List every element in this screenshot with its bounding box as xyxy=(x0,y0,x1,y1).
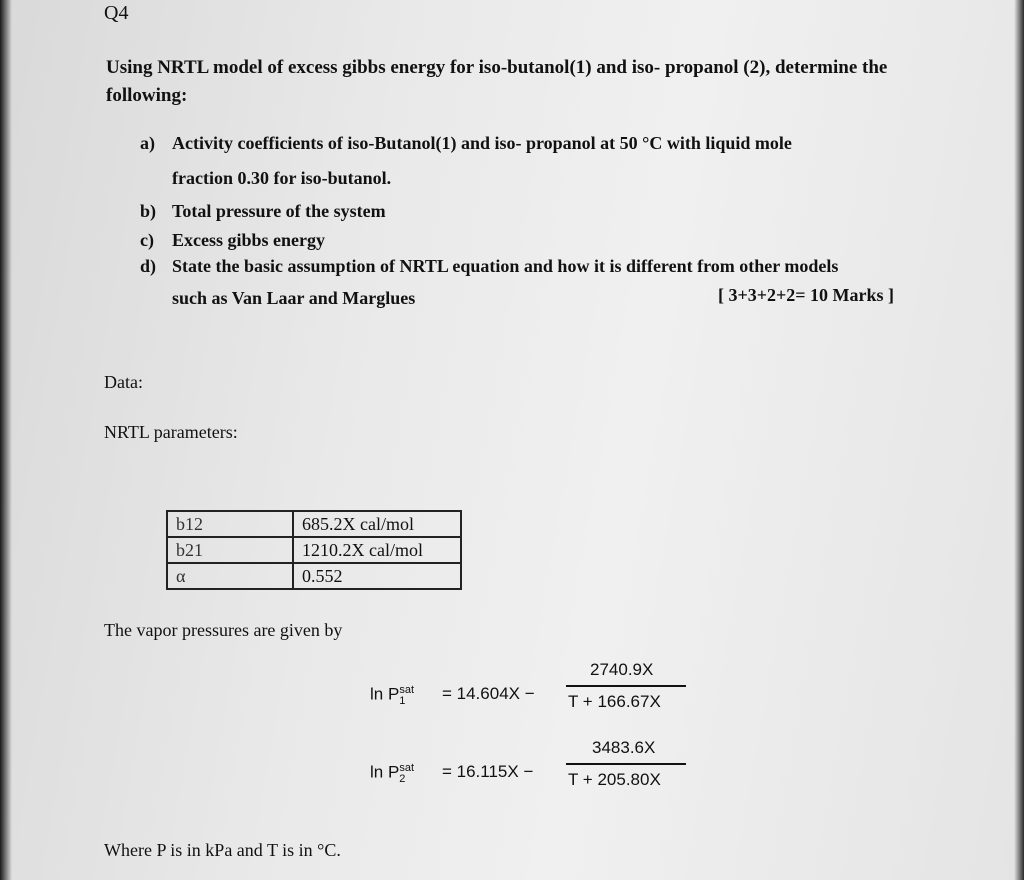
eq1-lhs: $\ln P_1^{sat}$ xyxy=(370,684,415,708)
table-row xyxy=(167,563,461,589)
param-value: 1210.2X cal/mol xyxy=(293,537,461,563)
param-symbol: b12 xyxy=(167,511,293,537)
table-row xyxy=(167,511,461,537)
item-c-text: Excess gibbs energy xyxy=(172,230,325,250)
eq1-rhs: = 14.604X − xyxy=(442,684,535,703)
photo-edge-left xyxy=(0,0,12,880)
item-a-label: a) xyxy=(140,133,155,153)
vapor-pressure-label: The vapor pressures are given by xyxy=(104,620,343,640)
eq2-denominator: T + 205.80X xyxy=(568,770,661,789)
table-row xyxy=(167,537,461,563)
item-d-label: d) xyxy=(140,256,157,276)
marks-allocation: [ 3+3+2+2= 10 Marks ] xyxy=(718,285,895,305)
data-label: Data: xyxy=(104,372,143,392)
param-symbol: b21 xyxy=(167,537,293,563)
nrtl-parameters-label: NRTL parameters: xyxy=(104,422,238,442)
question-number: Q4 xyxy=(104,2,129,24)
eq1-numerator: 2740.9X xyxy=(590,660,654,679)
item-b-label: b) xyxy=(140,201,157,221)
item-c-label: c) xyxy=(140,230,154,250)
eq1-fraction-bar xyxy=(566,685,686,687)
item-a-continuation: fraction 0.30 for iso-butanol. xyxy=(172,168,392,188)
param-value: 0.552 xyxy=(293,563,461,589)
param-symbol: α xyxy=(167,563,293,589)
photo-edge-right xyxy=(1014,0,1024,880)
units-note: Where P is in kPa and T is in °C. xyxy=(104,840,341,860)
question-intro: Using NRTL model of excess gibbs energy for iso-butanol(1) and iso- propanol (2), determine the following: xyxy=(106,57,888,106)
item-b-text: Total pressure of the system xyxy=(172,201,386,221)
item-d-text: State the basic assumption of NRTL equation and how it is different from other models xyxy=(172,256,839,276)
item-d-continuation: such as Van Laar and Marglues xyxy=(172,288,416,308)
eq2-lhs: $\ln P_2^{sat}$ xyxy=(370,762,415,786)
item-a-text: Activity coefficients of iso-Butanol(1) and iso- propanol at 50 °C with liquid mole xyxy=(172,133,792,153)
eq2-fraction-bar xyxy=(566,763,686,765)
nrtl-parameters-table xyxy=(166,510,462,590)
eq1-denominator: T + 166.67X xyxy=(568,692,661,711)
param-value: 685.2X cal/mol xyxy=(293,511,461,537)
eq2-rhs: = 16.115X − xyxy=(442,762,534,781)
eq2-numerator: 3483.6X xyxy=(592,738,656,757)
